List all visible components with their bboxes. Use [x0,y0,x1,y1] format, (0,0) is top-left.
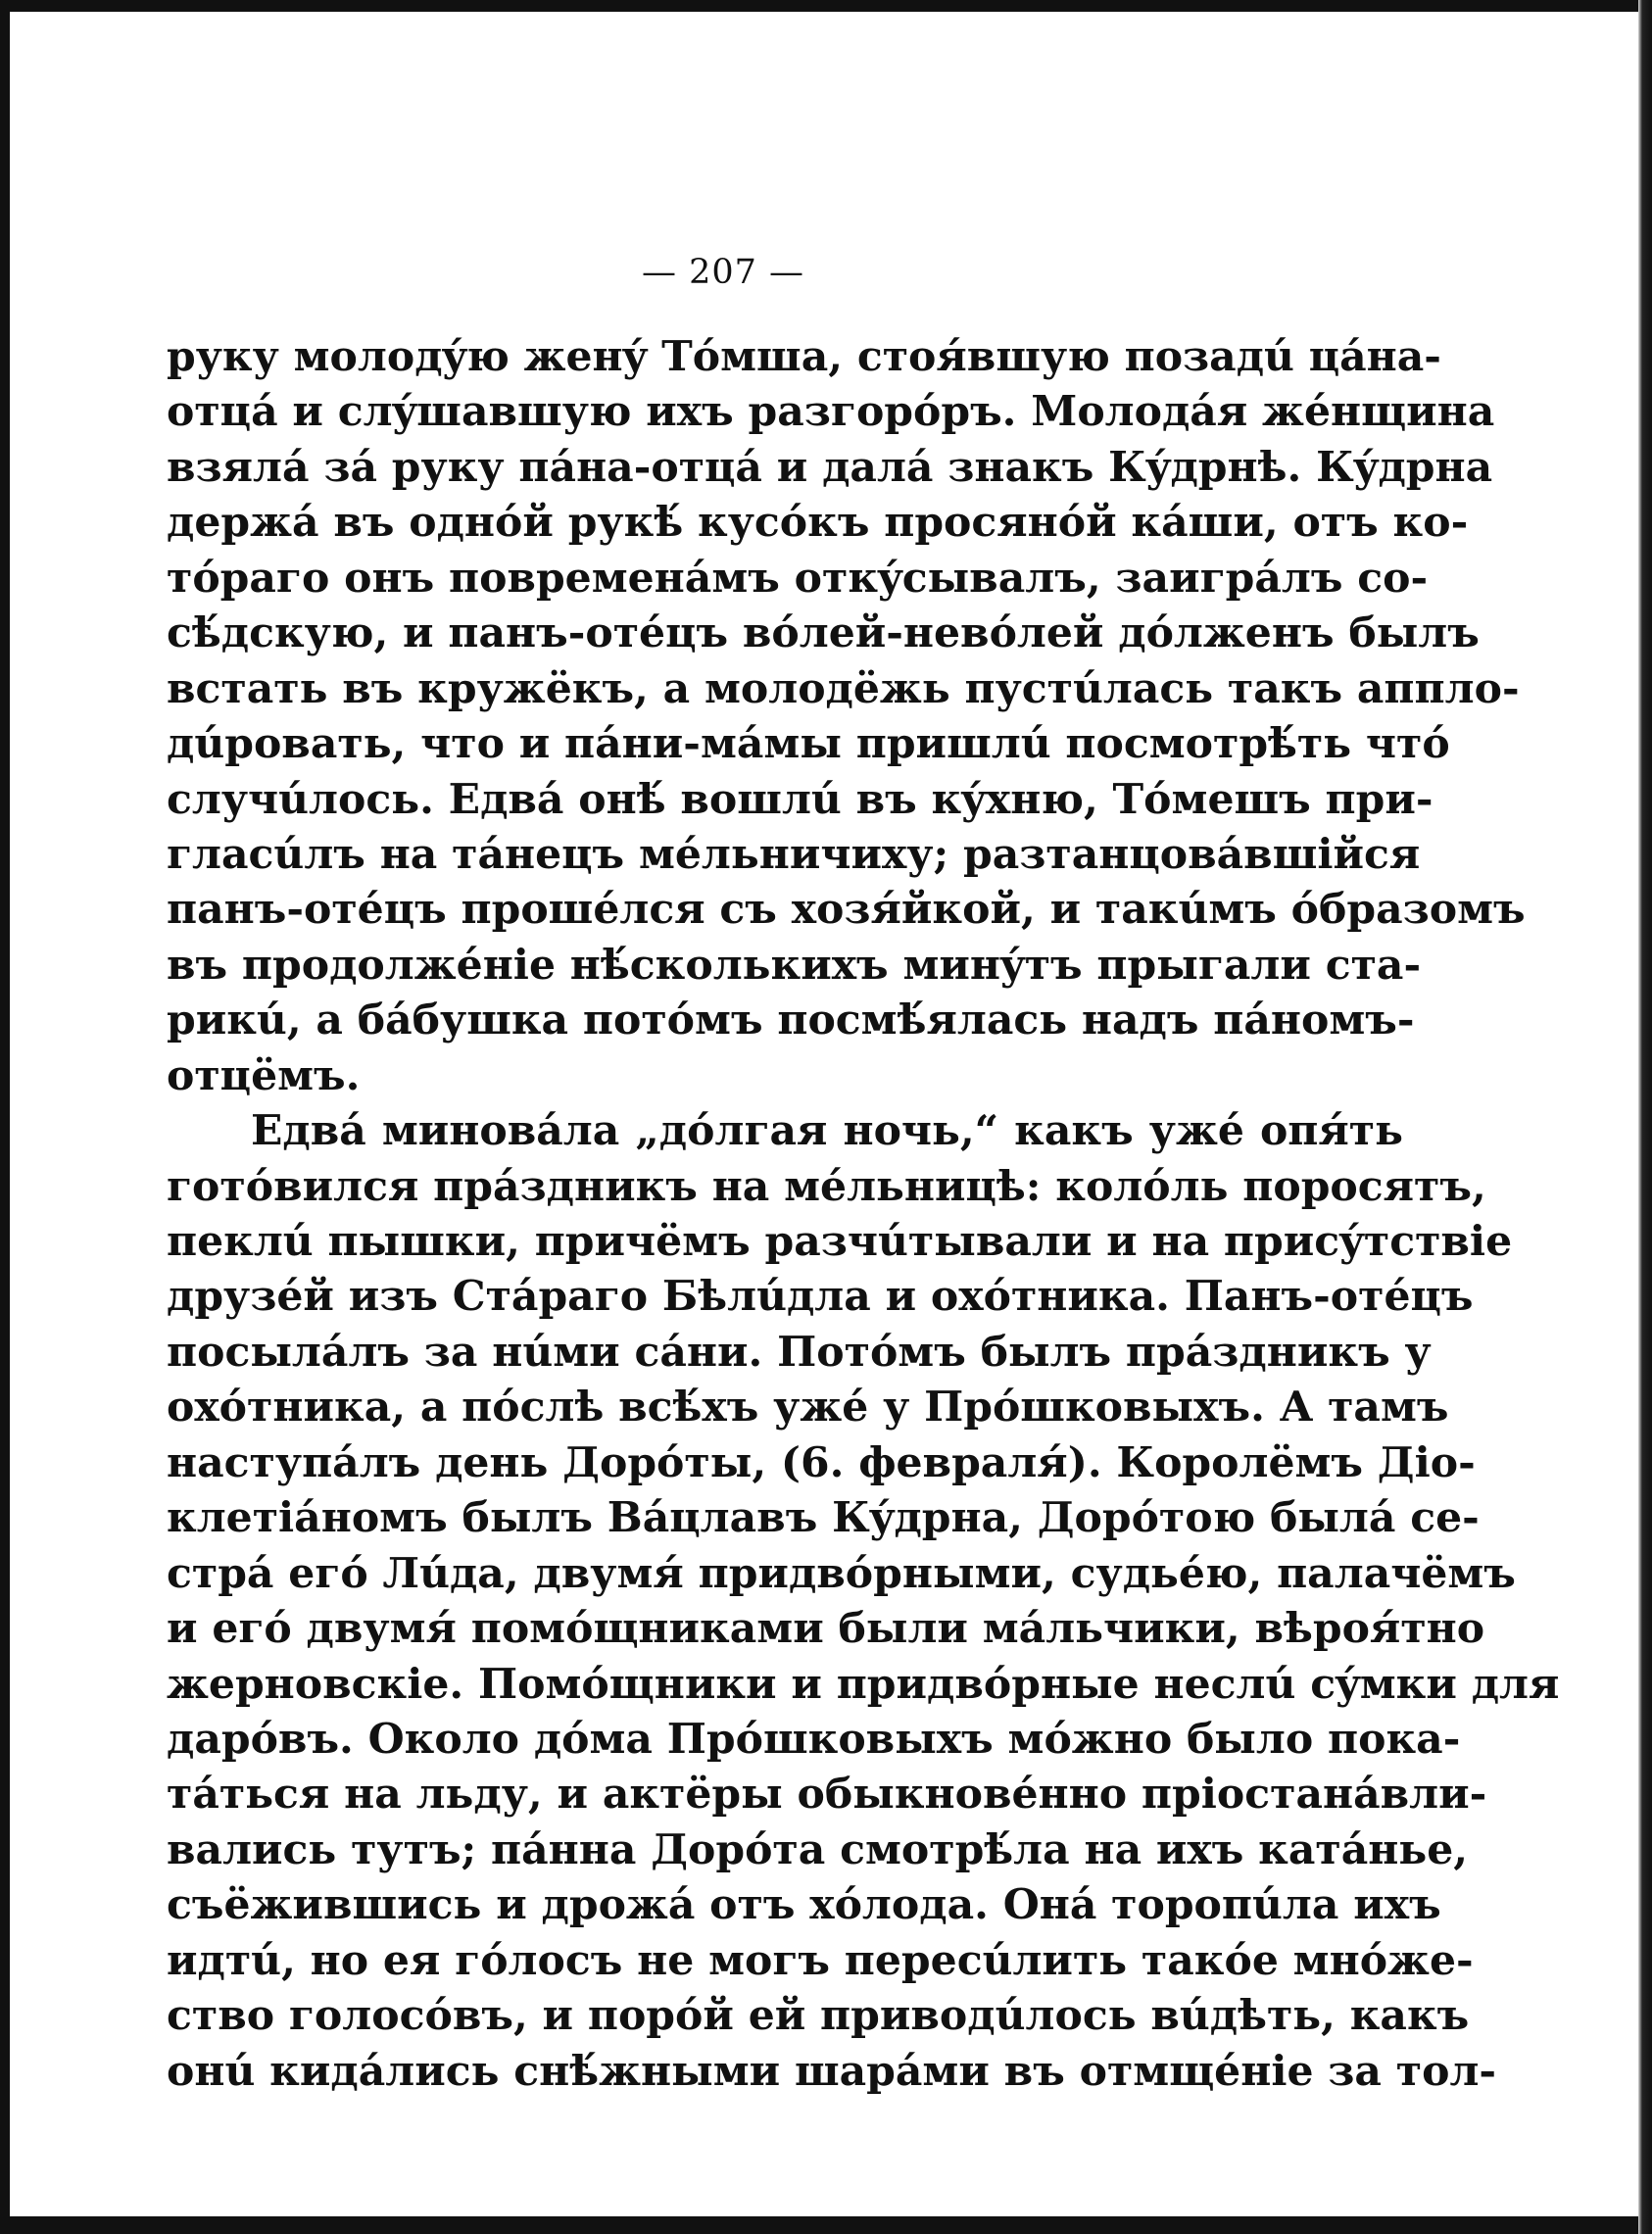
text-line: и егó двумя́ помóщниками были мáльчики, вѣроя́тно [167,1604,1485,1654]
text-line: взялá зá руку пáна-отцá и далá знакъ Кýдрнѣ. Кýдрна [167,442,1493,492]
text-line: рикú, а бáбушка потóмъ посмѣ́ялась надъ пáномъ- [167,996,1415,1045]
text-line: охóтника, а пóслѣ всѣ́хъ ужé у Прóшковыхъ. А тамъ [167,1383,1449,1433]
page-number: — 207 — [641,253,805,292]
text-line: готóвился прáздникъ на мéльницѣ: колóль поросятъ, [167,1161,1486,1211]
text-line: посылáлъ за нúми сáни. Потóмъ былъ прáздникъ у [167,1327,1432,1377]
text-line: руку молодýю женý Тóмша, стоя́вшую позадú цáна- [167,332,1441,381]
text-line: панъ-отéцъ прошéлся съ хозя́йкой, и такúмъ óбразомъ [167,885,1526,935]
text-line: встать въ кружёкъ, а молодёжь пустúлась такъ аппло- [167,663,1520,713]
text-line: онú кидáлись снѣ́жными шарáми въ отмщéніе за тол- [167,2046,1497,2096]
text-line: стрá егó Лúда, двумя́ придвóрными, судьéю, палачёмъ [167,1548,1516,1598]
text-line: дарóвъ. Около дóма Прóшковыхъ мóжно было пока- [167,1714,1461,1764]
page-right-edge [1638,0,1652,2234]
text-line: случúлось. Едвá онѣ́ вошлú въ кýхню, Тóмешъ при- [167,774,1433,824]
text-line: клетіáномъ былъ Вáцлавъ Кýдрна, Дорóтою былá се- [167,1493,1480,1543]
text-line: тóраго онъ повременáмъ откýсывалъ, заигрáлъ со- [167,553,1429,603]
text-line: тáться на льду, и актёры обыкновéнно пріостанáвли- [167,1770,1487,1820]
text-line: съёжившись и дрожá отъ хóлода. Онá торопúла ихъ [167,1880,1441,1930]
text-line: ство голосóвъ, и порóй ей приводúлось вúдѣть, какъ [167,1991,1470,2041]
text-line: друзéй изъ Стáраго Бѣлúдла и охóтника. Панъ-отéцъ [167,1272,1474,1322]
text-line: гласúлъ на тáнецъ мéльничиху; разтанцовáвшійся [167,829,1421,879]
text-line: вались тутъ; пáнна Дорóта смотрѣ́ла на ихъ катáнье, [167,1824,1469,1874]
text-line: пеклú пышки, причёмъ разчúтывали и на присýтствіе [167,1217,1513,1266]
text-line: въ продолжéніе нѣ́сколькихъ минýтъ прыгали ста- [167,940,1422,990]
text-line: сѣ́дскую, и панъ-отéцъ вóлей-невóлей дóлженъ былъ [167,608,1480,658]
text-line: наступáлъ день Дорóты, (6. февраля́). Королёмъ Діо- [167,1437,1476,1487]
text-body [167,329,1560,2099]
text-line: держá въ однóй рукѣ́ кусóкъ просянóй кáши, отъ ко- [167,498,1469,548]
paragraph-1 [167,329,1526,1103]
text-line: Едвá миновáла „дóлгая ночь,“ какъ ужé опя́ть [251,1106,1403,1156]
text-line: отцá и слýшавшую ихъ разгорóръ. Молодáя жéнщина [167,387,1495,437]
paragraph-2 [167,1103,1560,2099]
text-line: идтú, но ея гóлосъ не могъ пересúлить такóе мнóже- [167,1935,1474,1985]
text-line: жерновскіе. Помóщники и придвóрные неслú сýмки для [167,1659,1560,1709]
text-line: дúровать, что и пáни-мáмы пришлú посмотрѣ́ть чтó [167,719,1450,769]
text-line: отцёмъ. [167,1050,361,1100]
